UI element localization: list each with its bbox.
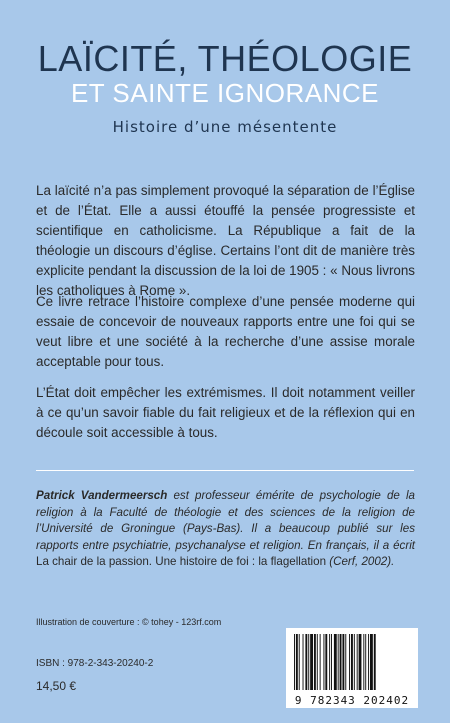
barcode-bar — [308, 634, 309, 690]
barcode-bar — [354, 634, 355, 690]
subtitle: Histoire d’une mésentente — [112, 118, 338, 136]
barcode-bar — [334, 634, 337, 690]
barcode-bar — [365, 634, 366, 690]
barcode-bar — [338, 634, 339, 690]
blurb-paragraph-3: L’État doit empêcher les extrémismes. Il doit notamment veiller à ce qu’un savoir fiable du fait religieux et de la réflexion qui en découle soit accessible à tous. — [36, 385, 415, 440]
barcode-bar — [331, 634, 332, 690]
bio-text-2: (Cerf, 2002). — [326, 555, 395, 569]
barcode-bar — [357, 634, 358, 690]
bio-text-1: est professeur émérite de psychologie de la religion à la Faculté de théologie et des sciences de la religion de l’Université de Groningue (Pays-Bas). Il a beaucoup publié sur les rapports entre psychiatrie, psychanalyse et religion. En français, il a écrit — [36, 489, 415, 552]
price: 14,50 € — [36, 679, 77, 693]
barcode-bar — [368, 634, 369, 690]
barcode — [286, 628, 418, 708]
barcode-bar — [351, 634, 353, 690]
title-line-1: LAÏCITÉ, THÉOLOGIE — [37, 38, 413, 79]
barcode-bar — [294, 634, 295, 690]
barcode-bar — [320, 634, 321, 690]
barcode-bar — [296, 634, 298, 690]
divider — [36, 470, 414, 471]
barcode-bar — [325, 634, 327, 690]
barcode-bars — [292, 634, 412, 692]
author-bio — [36, 488, 415, 571]
barcode-bar — [317, 634, 318, 690]
blurb-paragraph-2: Ce livre retrace l’histoire complexe d’une pensée moderne qui essaie de concevoir de nouveaux rapports entre une foi qui se veut libre et une société à la recherche d’une assise morale acceptable pour tous. — [36, 294, 415, 369]
barcode-bar — [359, 634, 362, 690]
barcode-bar — [349, 634, 350, 690]
barcode-bar — [374, 634, 376, 690]
bio-book-title: La chair de la passion. Une histoire de foi : la flagellation — [36, 555, 327, 569]
barcode-bar — [329, 634, 330, 690]
cover-credit: Illustration de couverture : © tohey - 123rf.com — [36, 617, 222, 627]
barcode-bar — [345, 634, 346, 690]
barcode-bar — [305, 634, 307, 690]
barcode-bar — [299, 634, 300, 690]
title-line-2: ET SAINTE IGNORANCE — [70, 78, 380, 108]
barcode-bar — [363, 634, 364, 690]
barcode-bar — [342, 634, 344, 690]
barcode-bar — [340, 634, 342, 690]
barcode-bar — [310, 634, 313, 690]
author-name: Patrick Vandermeersch — [36, 489, 168, 502]
barcode-bar — [303, 634, 304, 690]
barcode-digits: 9 782343 202402 — [294, 694, 410, 707]
barcode-bar — [323, 634, 324, 690]
barcode-bar — [314, 634, 316, 690]
barcode-bar — [370, 634, 373, 690]
blurb-paragraph-1: La laïcité n’a pas simplement provoqué la séparation de l’Église et de l’État. Elle a aussi étouffé la pensée progressiste et scientifique en catholicisme. La République a fait de la théologie un discours d’église. Certains l’ont dit de manière très explicite pendant la discussion de la loi de 1905 : « Nous livrons les catholiques à Rome ». — [36, 183, 415, 298]
isbn: ISBN : 978-2-343-20240-2 — [36, 658, 154, 669]
